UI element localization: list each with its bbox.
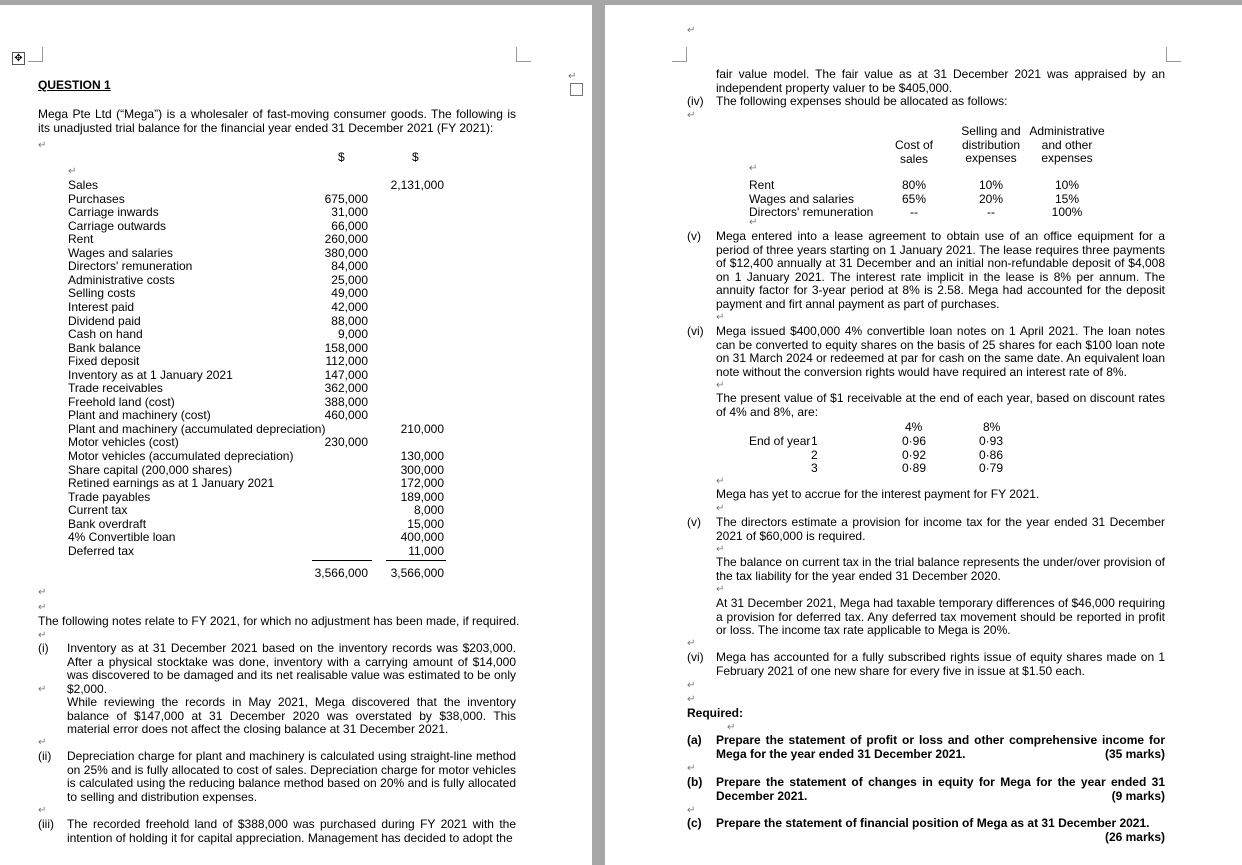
tb-row-label: Interest paid — [68, 299, 135, 314]
total-rule-credit — [386, 560, 446, 561]
tb-row-credit: 130,000 — [400, 449, 444, 463]
paragraph-mark: ↵ — [749, 163, 758, 174]
note-vi-number: (vi) — [687, 324, 704, 338]
paragraph-mark: ↵ — [687, 25, 696, 36]
pv-row-8pct: 0·79 — [979, 461, 1004, 475]
tb-row-debit: 460,000 — [324, 408, 368, 423]
alloc-row-selling: 20% — [978, 191, 1004, 206]
paragraph-mark: ↵ — [687, 680, 696, 691]
req-a-marks: (35 marks) — [1104, 747, 1165, 761]
tb-row-credit: 11,000 — [408, 543, 444, 558]
alloc-row-label: Rent — [749, 178, 775, 192]
req-b-number: (b) — [687, 775, 703, 789]
paragraph-mark: ↵ — [716, 476, 725, 487]
req-a-text: Prepare the statement of profit or loss and other comprehensive income for Mega for the year ended 31 December 2021. — [716, 733, 1165, 761]
paragraph-mark: ↵ — [716, 312, 725, 323]
paragraph-mark: ↵ — [568, 71, 577, 82]
alloc-row-admin: 15% — [1054, 191, 1080, 206]
tb-row-debit: 42,000 — [331, 299, 368, 314]
credit-column-header: $ — [412, 150, 419, 164]
note-iii-number: (iii) — [38, 817, 54, 831]
tb-row-label: 4% Convertible loan — [68, 530, 176, 545]
tb-row-debit: 49,000 — [331, 286, 368, 301]
alloc-row-admin: 100% — [1051, 205, 1083, 219]
tb-row-label: Rent — [68, 232, 94, 247]
tb-row-debit: 362,000 — [324, 381, 368, 396]
tb-row-debit: 230,000 — [324, 435, 368, 450]
tb-row-credit: 300,000 — [400, 462, 444, 477]
tb-row-label: Purchases — [68, 191, 125, 206]
tb-row-label: Carriage inwards — [68, 205, 159, 220]
note-ii-text: Depreciation charge for plant and machinery is calculated using straight-line method on 25% and is fully allocated to cost of sales. Depreciation charge for motor vehicles is calculated using the reducing balance method based on 20% and is fully allocated to selling and distribution expenses. — [67, 749, 516, 804]
note-iv-number: (iv) — [687, 94, 704, 108]
margin-corner-top-right — [516, 47, 531, 62]
paragraph-mark: ↵ — [749, 217, 758, 228]
required-heading: Required: — [687, 706, 744, 720]
tb-row-label: Trade receivables — [68, 381, 163, 396]
pv-row-year: 1 — [811, 434, 818, 448]
pv-row-4pct: 0·96 — [902, 434, 927, 448]
margin-corner-top-right — [1166, 47, 1181, 62]
note-vi2-text: Mega has accounted for a fully subscribed rights issue of equity shares made on 1 February 2021 of one new share for every five in issue at $1.50 each. — [716, 650, 1165, 678]
note-i-number: (i) — [38, 641, 49, 655]
note-iii-continuation: fair value model. The fair value as at 31 December 2021 was appraised by an independent property valuer to be $405,000. — [716, 67, 1165, 95]
tb-row-label: Dividend paid — [68, 313, 141, 328]
paragraph-mark: ↵ — [687, 694, 696, 705]
req-c-number: (c) — [687, 816, 702, 830]
tb-row-debit: 66,000 — [331, 218, 368, 233]
document-page-left — [0, 5, 592, 865]
margin-corner-top-left — [672, 47, 687, 62]
note-iv-text: The following expenses should be allocated as follows: — [716, 94, 1008, 108]
tb-row-label: Fixed deposit — [68, 354, 140, 369]
tb-row-label: Motor vehicles (accumulated depreciation) — [68, 449, 294, 463]
tb-row-label: Plant and machinery (accumulated depreciation) — [68, 421, 326, 436]
tb-row-credit: 172,000 — [400, 476, 444, 491]
tb-row-debit: 9,000 — [337, 327, 368, 342]
tb-row-label: Plant and machinery (cost) — [68, 408, 211, 423]
tb-row-credit: 15,000 — [407, 516, 444, 531]
paragraph-mark: ↵ — [38, 140, 47, 151]
alloc-header-selling: Selling and distribution expenses — [961, 124, 1021, 165]
note-i-text: Inventory as at 31 December 2021 based on the inventory records was $203,000. After a physical stocktake was done, inventory with a carrying amount of $14,000 was discovered to be damaged and its net realisable value was estimated to be only $2,000. — [67, 641, 516, 696]
tb-row-debit: 260,000 — [324, 232, 368, 247]
tb-row-label: Inventory as at 1 January 2021 — [68, 367, 233, 382]
pv-header-8: 8% — [983, 420, 1001, 434]
note-v2-text: The directors estimate a provision for income tax for the year ended 31 December 2021 of $60,000 is required. — [716, 515, 1165, 543]
paragraph-mark: ↵ — [38, 602, 47, 613]
pv-row-label: End of year — [749, 434, 811, 448]
table-end-box — [570, 83, 583, 96]
tb-row-debit: 380,000 — [324, 245, 368, 260]
note-ii-number: (ii) — [38, 749, 52, 763]
pv-row-4pct: 0·89 — [902, 461, 927, 475]
paragraph-mark: ↵ — [716, 380, 725, 391]
tb-row-label: Trade payables — [68, 489, 151, 504]
alloc-row-selling: 10% — [978, 178, 1004, 192]
alloc-row-cost-of-sales: 80% — [901, 178, 927, 192]
paragraph-mark: ↵ — [687, 805, 696, 816]
tb-row-credit: 400,000 — [400, 530, 444, 545]
tb-row-label: Carriage outwards — [68, 218, 167, 233]
paragraph-mark: ↵ — [716, 503, 725, 514]
pv-intro: The present value of $1 receivable at the end of each year, based on discount rates of 4% and 8%, are: — [716, 391, 1165, 419]
alloc-header-cost-of-sales: Cost of sales — [894, 138, 933, 166]
alloc-row-cost-of-sales: -- — [910, 205, 918, 219]
req-c-text: Prepare the statement of financial position of Mega as at 31 December 2021. — [716, 816, 1150, 830]
total-credit: 3,566,000 — [390, 566, 444, 580]
alloc-row-cost-of-sales: 65% — [901, 191, 927, 206]
tb-row-credit: 210,000 — [400, 421, 444, 436]
document-page-right — [605, 5, 1242, 865]
paragraph-mark: ↵ — [716, 544, 725, 555]
tb-row-debit: 88,000 — [331, 313, 368, 328]
pv-header-4: 4% — [905, 420, 923, 434]
tb-row-credit: 189,000 — [400, 489, 444, 504]
req-b-marks: (9 marks) — [1111, 789, 1165, 803]
paragraph-mark: ↵ — [687, 638, 696, 649]
alloc-header-admin: Administrative and other expenses — [1029, 124, 1105, 165]
tb-row-debit: 158,000 — [324, 340, 368, 355]
tb-row-debit: 25,000 — [331, 272, 368, 287]
tb-row-debit: 84,000 — [331, 259, 368, 274]
tb-row-label: Current tax — [68, 503, 128, 518]
tb-row-debit: 112,000 — [325, 354, 368, 369]
note-vi-text: Mega issued $400,000 4% convertible loan notes on 1 April 2021. The loan notes can be converted to equity shares on the basis of 25 shares for each $100 loan note on 31 March 2024 or redeemed at par for cash on the same date. An equivalent loan note without the conversion rights would have required an interest rate of 8%. — [716, 324, 1165, 379]
pv-row-8pct: 0·93 — [979, 434, 1004, 448]
margin-corner-top-left — [28, 47, 43, 62]
question-heading: QUESTION 1 — [38, 78, 111, 92]
note-v-number: (v) — [687, 229, 701, 243]
paragraph-mark: ↵ — [38, 737, 47, 748]
debit-column-header: $ — [338, 150, 345, 164]
notes-intro: The following notes relate to FY 2021, for which no adjustment has been made, if required. — [38, 614, 520, 628]
tb-row-label: Freehold land (cost) — [68, 394, 175, 409]
tb-row-debit: 388,000 — [324, 394, 368, 409]
note-iii-text: The recorded freehold land of $388,000 was purchased during FY 2021 with the intention of holding it for capital appreciation. Management has decided to adopt the — [67, 817, 516, 845]
accrue-note: Mega has yet to accrue for the interest payment for FY 2021. — [716, 487, 1040, 501]
req-c-marks: (26 marks) — [1104, 830, 1165, 844]
note-v-text: Mega entered into a lease agreement to obtain use of an office equipment for a period of three years starting on 1 January 2021. The lease requires three payments of $12,400 annually at 31 December and an initial non-refundable deposit of $4,008 on 1 January 2021. The interest rate implicit in the lease is 8% per annum. The annuity factor for 3-year period at 8% is 2.58. Mega had accounted for the deposit payment and firt annal payment as part of purchases. — [716, 229, 1165, 311]
pv-row-year: 3 — [811, 461, 818, 475]
tb-row-label: Motor vehicles (cost) — [68, 435, 179, 450]
note-vi2-number: (vi) — [687, 650, 704, 664]
tb-row-label: Bank overdraft — [68, 516, 147, 531]
total-debit: 3,566,000 — [314, 566, 368, 580]
alloc-row-admin: 10% — [1054, 178, 1080, 192]
tb-row-debit: 147,000 — [324, 367, 368, 382]
alloc-row-selling: -- — [987, 205, 995, 219]
paragraph-mark: ↵ — [727, 722, 736, 733]
tb-row-label: Selling costs — [68, 286, 136, 301]
alloc-row-label: Wages and salaries — [749, 191, 854, 206]
tb-row-debit: 31,000 — [331, 205, 368, 220]
paragraph-mark: ↵ — [687, 110, 696, 121]
current-tax-note: The balance on current tax in the trial balance represents the under/over provision of the tax liability for the year ended 31 December 2020. — [716, 555, 1165, 583]
deferred-tax-note: At 31 December 2021, Mega had taxable temporary differences of $46,000 requiring a provision for deferred tax. Any deferred tax movement should be reported in profit or loss. The income tax rate applicable to Mega is 20%. — [716, 596, 1165, 637]
total-rule-debit — [312, 560, 372, 561]
table-move-handle-icon[interactable]: ✥ — [12, 52, 25, 65]
tb-row-label: Share capital (200,000 shares) — [68, 462, 233, 477]
req-a-number: (a) — [687, 733, 702, 747]
paragraph-mark: ↵ — [38, 587, 47, 598]
tb-row-label: Directors' remuneration — [68, 259, 193, 274]
intro-paragraph: Mega Pte Ltd (“Mega”) is a wholesaler of fast-moving consumer goods. The following is its unadjusted trial balance for the financial year ended 31 December 2021 (FY 2021): — [38, 107, 516, 135]
tb-row-label: Bank balance — [68, 340, 141, 355]
tb-row-label: Retined earnings as at 1 January 2021 — [68, 476, 275, 491]
tb-row-label: Wages and salaries — [68, 245, 173, 260]
paragraph-mark: ↵ — [38, 630, 47, 641]
alloc-row-label: Directors' remuneration — [749, 205, 874, 219]
pv-row-4pct: 0·92 — [902, 447, 927, 462]
paragraph-mark: ↵ — [687, 763, 696, 774]
paragraph-mark: ↵ — [38, 684, 47, 695]
paragraph-mark: ↵ — [68, 166, 77, 177]
pv-row-year: 2 — [811, 447, 818, 462]
tb-row-credit: 8,000 — [413, 503, 444, 518]
tb-row-label: Cash on hand — [68, 327, 143, 342]
tb-row-label: Administrative costs — [68, 272, 175, 287]
tb-row-label: Sales — [68, 178, 99, 192]
req-b-text: Prepare the statement of changes in equity for Mega for the year ended 31 December 2021. — [716, 775, 1165, 803]
note-i-continuation: While reviewing the records in May 2021, Mega discovered that the inventory balance of $147,000 at 31 December 2020 was overstated by $38,000. This material error does not affect the closing balance at 31 December 2021. — [67, 695, 516, 736]
tb-row-label: Deferred tax — [68, 543, 135, 558]
paragraph-mark: ↵ — [38, 805, 47, 816]
tb-row-credit: 2,131,000 — [390, 178, 444, 192]
tb-row-debit: 675,000 — [324, 191, 368, 206]
paragraph-mark: ↵ — [716, 584, 725, 595]
note-v2-number: (v) — [687, 515, 701, 529]
pv-row-8pct: 0·86 — [979, 447, 1004, 462]
